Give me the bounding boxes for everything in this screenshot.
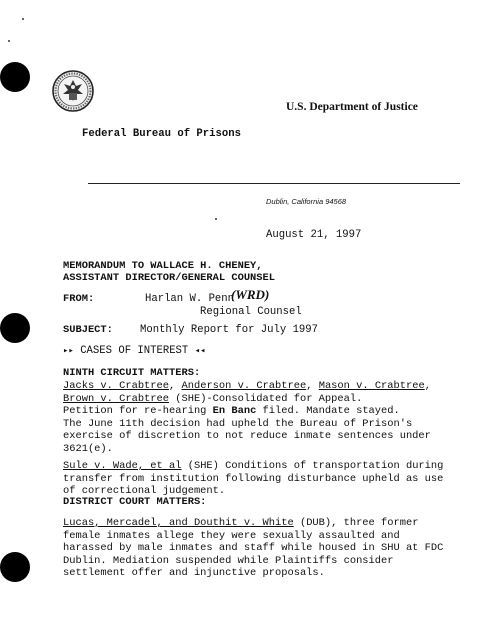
ninth-circuit-paragraph	[63, 380, 463, 455]
district-line-1	[63, 517, 463, 530]
doj-seal-icon	[52, 70, 94, 116]
memo-to-line2: ASSISTANT DIRECTOR/GENERAL COUNSEL	[63, 272, 276, 284]
ninth-line-6: 3621(e).	[63, 442, 113, 455]
text-run: Petition for re-hearing	[63, 405, 213, 417]
separator: ,	[424, 380, 431, 392]
case-name: Brown v. Crabtree	[63, 392, 170, 405]
separator: ,	[169, 380, 182, 392]
ninth-line-3	[63, 405, 463, 418]
punch-hole-middle	[0, 313, 30, 343]
scan-speck	[215, 218, 217, 220]
district-court-heading: DISTRICT COURT MATTERS:	[63, 496, 207, 508]
from-name: Harlan W. Penn	[145, 293, 235, 305]
ninth-line-2	[63, 393, 463, 406]
subject-label: SUBJECT:	[63, 324, 113, 336]
double-arrow-left-icon: ◂◂	[194, 346, 206, 356]
memo-date: August 21, 1997	[266, 229, 362, 241]
text-run: (SHE) Conditions of transportation during	[181, 460, 444, 472]
header-rule	[88, 183, 460, 184]
from-initials-handwritten: (WRD)	[231, 287, 270, 302]
case-name: Sule v. Wade, et al	[63, 460, 182, 472]
case-name: Anderson v. Crabtree	[181, 380, 307, 392]
location-address: Dublin, California 94568	[266, 197, 347, 206]
memo-to-line1: MEMORANDUM TO WALLACE H. CHENEY,	[63, 260, 263, 272]
punch-hole-top	[0, 62, 30, 92]
sule-paragraph	[63, 460, 463, 498]
ninth-line-1	[63, 380, 463, 393]
case-name: Jacks v. Crabtree	[63, 380, 170, 392]
district-paragraph	[63, 517, 463, 580]
cases-heading-text: CASES OF INTEREST	[80, 345, 189, 357]
ninth-line-5: exercise of discretion to not reduce inmate sentences under	[63, 430, 431, 442]
from-label: FROM:	[63, 293, 95, 305]
ninth-circuit-heading: NINTH CIRCUIT MATTERS:	[63, 367, 201, 379]
ninth-line-4: The June 11th decision had upheld the Bureau of Prison's	[63, 417, 413, 430]
district-line-2: female inmates allege they were sexually assaulted and	[63, 529, 400, 542]
bureau-name: Federal Bureau of Prisons	[82, 128, 241, 140]
double-arrow-right-icon: ▸▸	[63, 346, 74, 356]
district-line-5: settlement offer and injunctive proposals.	[63, 567, 325, 579]
sule-line-1	[63, 460, 463, 473]
district-line-3: harassed by male inmates and staff while housed in SHU at FDC	[63, 542, 444, 554]
case-name: Lucas, Mercadel, and Douthit v. White	[63, 517, 294, 529]
scan-speck	[22, 18, 24, 20]
en-banc-term: En Banc	[212, 405, 257, 417]
subject-text: Monthly Report for July 1997	[140, 324, 319, 336]
separator: ,	[306, 380, 319, 392]
punch-hole-bottom	[0, 552, 30, 582]
text-run: (SHE)-Consolidated for Appeal.	[169, 392, 363, 405]
district-line-4: Dublin. Mediation suspended while Plaintiffs consider	[63, 554, 394, 567]
sule-line-2: transfer from institution following disturbance upheld as use	[63, 472, 444, 485]
sule-line-3: of correctional judgement.	[63, 485, 226, 497]
from-title: Regional Counsel	[200, 306, 302, 318]
case-name: Mason v. Crabtree	[318, 380, 425, 392]
cases-of-interest-heading	[63, 345, 205, 358]
agency-name: U.S. Department of Justice	[286, 101, 418, 113]
text-run: filed. Mandate stayed.	[256, 405, 400, 417]
text-run: (DUB), three former	[293, 517, 419, 529]
scan-speck	[8, 40, 10, 42]
